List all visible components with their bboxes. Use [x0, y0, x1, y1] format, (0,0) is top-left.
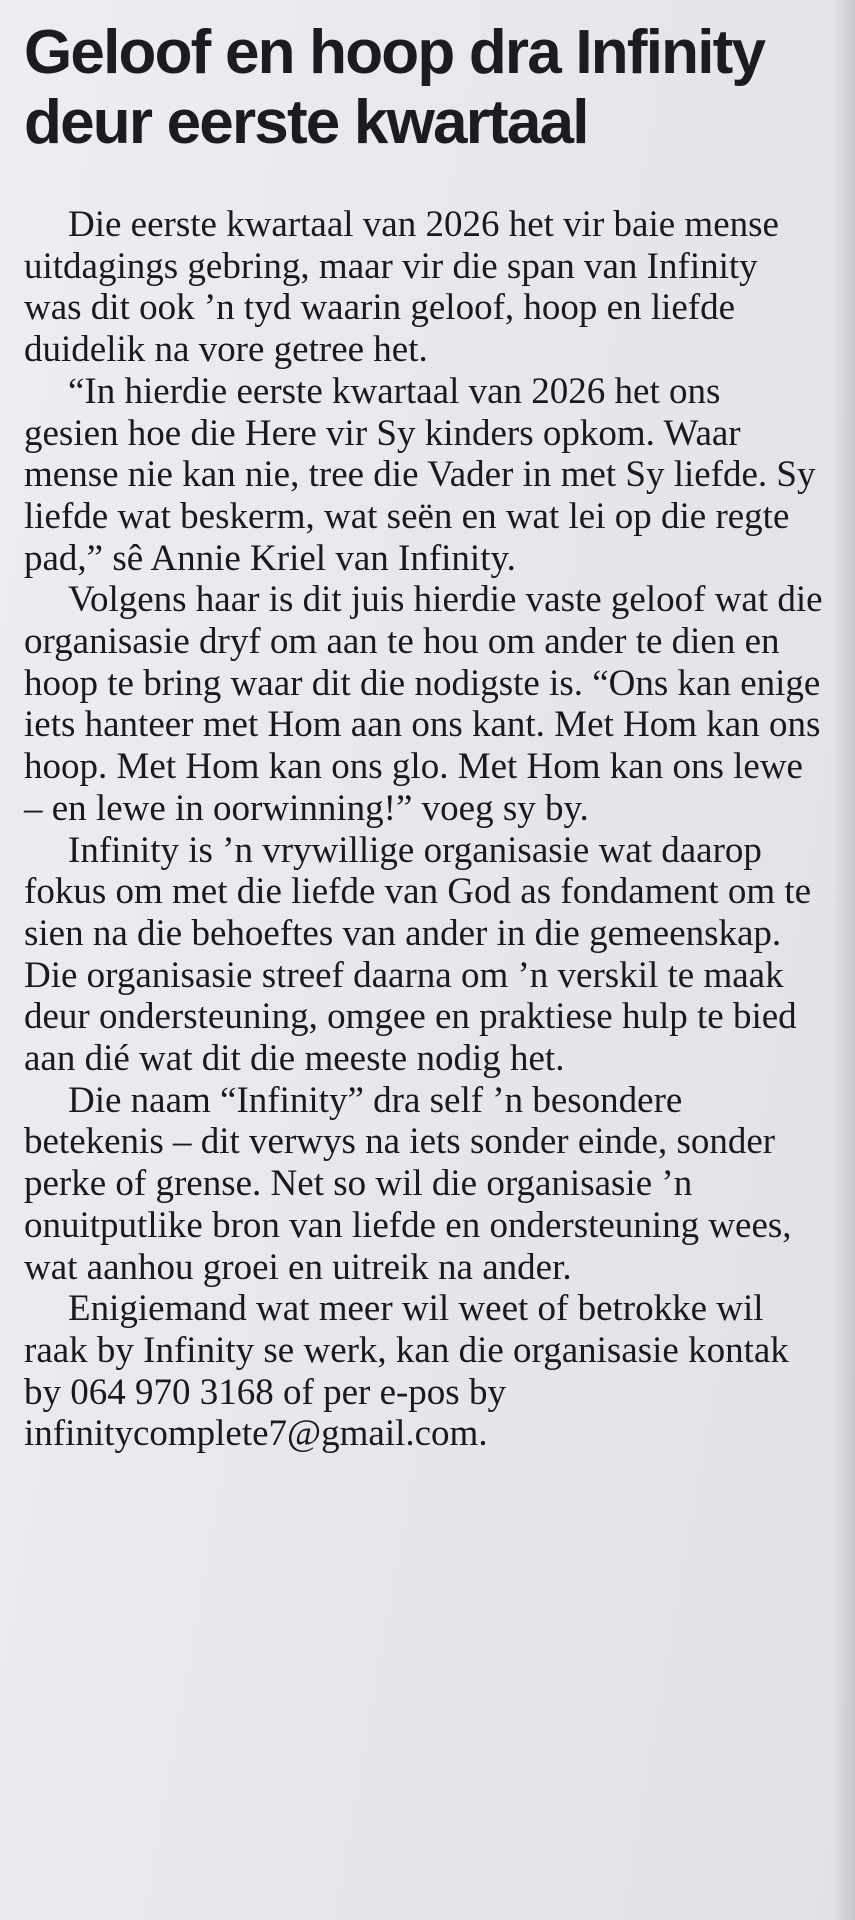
article-paragraph-1: Die eerste kwartaal van 2026 het vir baie mense uitdagings gebring, maar vir die span van Infinity was dit ook ’n tyd waarin geloof, hoop en liefde duidelik na vore getree het.	[24, 204, 779, 371]
article-paragraph-6: Enigiemand wat meer wil weet of betrokke wil raak by Infinity se werk, kan die organisasie kontak by 064 970 3168 of per e-pos by infinitycomplete7@gmail.com.	[24, 1288, 789, 1455]
article-headline: Geloof en hoop dra Infinity deur eerste kwartaal	[24, 18, 765, 157]
article-paragraph-4: Infinity is ’n vrywillige organisasie wat daarop fokus om met die liefde van God as fondament om te sien na die behoeftes van ander in die gemeenskap. Die organisasie streef daarna om ’n verskil te maak deur ondersteuning, omgee en praktiese hulp te bied aan dié wat dit die meeste nodig het.	[24, 829, 812, 1080]
article-body	[24, 204, 824, 1455]
article-paragraph-5: Die naam “Infinity” dra self ’n besondere betekenis – dit verwys na iets sonder einde, sonder perke of grense. Net so wil die organisasie ’n onuitputlike bron van liefde en ondersteuning wees, wat aanhou groei en uitreik na ander.	[24, 1079, 792, 1288]
article-paragraph-3: Volgens haar is dit juis hierdie vaste geloof wat die organisasie dryf om aan te hou om ander te dien en hoop te bring waar dit die nodigste is. “Ons kan enige iets hanteer met Hom aan ons kant. Met Hom kan ons hoop. Met Hom kan ons glo. Met Hom kan ons lewe – en lewe in oorwinning!” voeg sy by.	[24, 579, 823, 829]
article-paragraph-2: “In hierdie eerste kwartaal van 2026 het ons gesien hoe die Here vir Sy kinders opkom. Waar mense nie kan nie, tree die Vader in met Sy liefde. Sy liefde wat beskerm, wat seën en wat lei op die regte pad,” sê Annie Kriel van Infinity.	[24, 370, 816, 579]
paper-edge-shadow	[833, 0, 855, 1920]
